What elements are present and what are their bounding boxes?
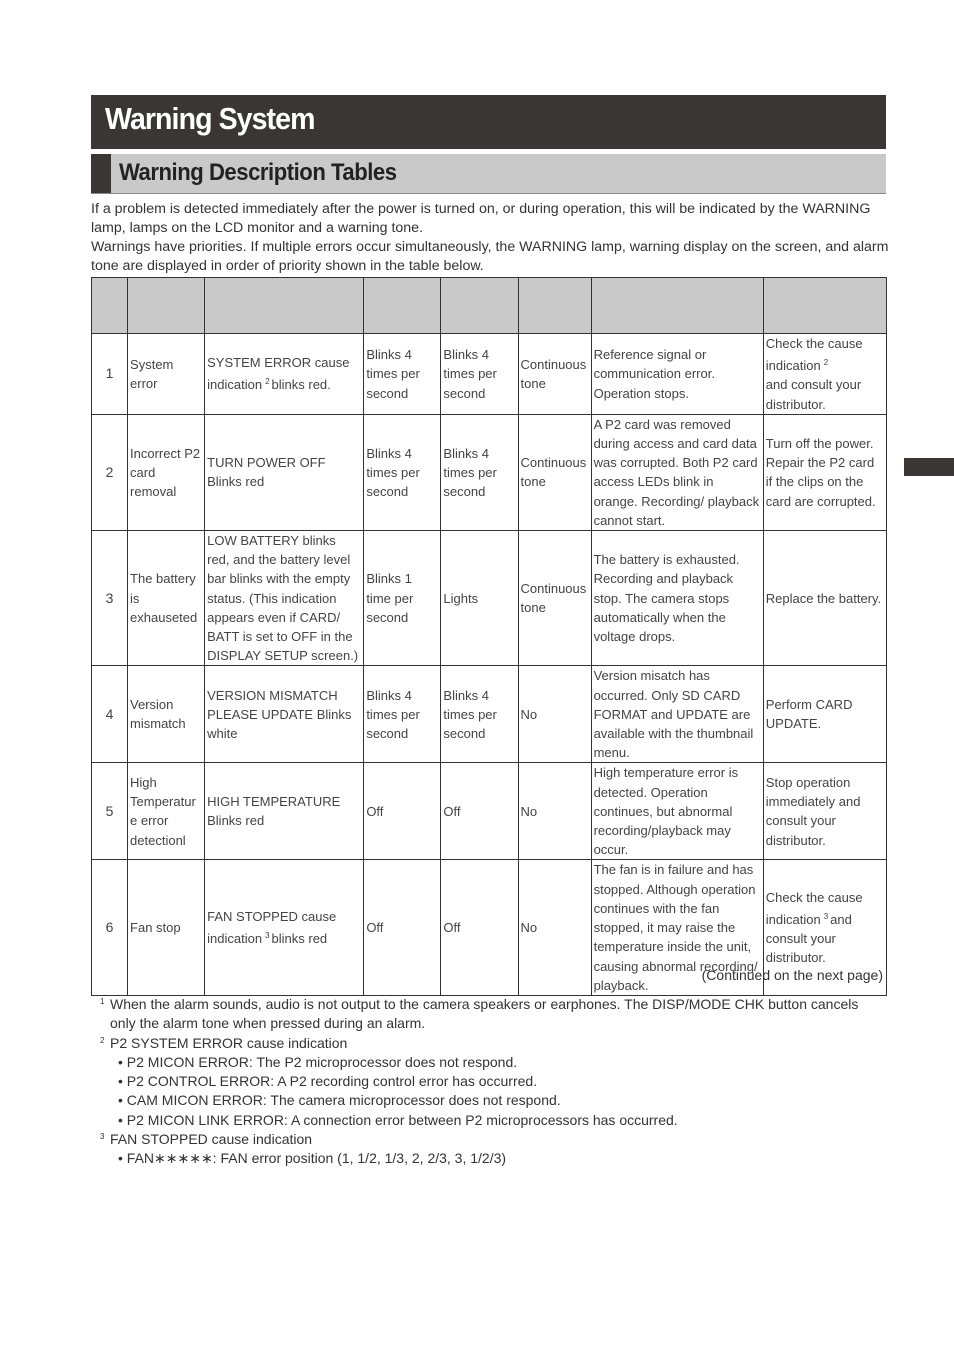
access-led-cell: Lights (441, 531, 518, 666)
display-cell: HIGH TEMPERATURE Blinks red (205, 763, 364, 860)
description-cell: High temperature error is detected. Operation continues, but abnormal recording/playback may occur. (591, 763, 763, 860)
description-cell: A P2 card was removed during access and card data was corrupted. Both P2 card access LEDs blink in orange. Recording/ playback cannot start. (591, 414, 763, 530)
table-row (92, 763, 887, 860)
action-cell: Replace the battery. (763, 531, 886, 666)
warning-lamp-cell: Blinks 4 times per second (364, 414, 441, 530)
action-text: Check the cause indication (765, 336, 863, 374)
table-row (92, 666, 887, 763)
alarm-tone-cell: No (518, 763, 591, 860)
warning-lamp-cell: Off (364, 860, 441, 995)
footnote-2 (100, 1034, 880, 1053)
priority-cell: 3 (92, 531, 128, 666)
footnote-bullet: • P2 CONTROL ERROR: A P2 recording control error has occurred. (100, 1072, 880, 1091)
intro-paragraph: Warnings have priorities. If multiple errors occur simultaneously, the WARNING lamp, warning display on the screen, and alarm tone are displayed in order of priority shown in the table below. (91, 239, 889, 274)
cause-cell: System error (128, 334, 205, 415)
table-header-row (92, 278, 887, 334)
display-text: blinks red (271, 931, 328, 947)
warning-lamp-cell: Blinks 4 times per second (364, 334, 441, 415)
alarm-tone-cell: Continuous tone (518, 531, 591, 666)
header-cell (518, 278, 591, 334)
action-cell: Turn off the power. Repair the P2 card if the clips on the card are corrupted. (763, 414, 886, 530)
footnote-text: P2 SYSTEM ERROR cause indication (110, 1034, 348, 1051)
alarm-tone-cell: Continuous tone (518, 334, 591, 415)
intro-paragraph: If a problem is detected immediately after the power is turned on, or during operation, this will be indicated by the WARNING lamp, lamps on the LCD monitor and a warning tone. (91, 201, 871, 236)
page-title: Warning System (105, 101, 315, 136)
display-cell: TURN POWER OFF Blinks red (205, 414, 364, 530)
action-cell: Stop operation immediately and consult your distributor. (763, 763, 886, 860)
display-cell (205, 860, 364, 995)
footnote-mark: 3 (100, 1132, 105, 1142)
priority-cell: 2 (92, 414, 128, 530)
priority-cell: 4 (92, 666, 128, 763)
chapter-side-tab (904, 458, 954, 476)
header-cell (364, 278, 441, 334)
header-cell (92, 278, 128, 334)
display-text: blinks red. (271, 377, 331, 393)
action-text: and consult your distributor. (765, 377, 862, 412)
footnote-ref: 2 (265, 377, 270, 387)
action-cell (763, 334, 886, 415)
footnotes (100, 995, 880, 1169)
cause-cell: Incorrect P2 card removal (128, 414, 205, 530)
cause-cell: Fan stop (128, 860, 205, 995)
footnote-mark: 2 (100, 1035, 105, 1045)
priority-cell: 6 (92, 860, 128, 995)
display-text: SYSTEM ERROR cause indication (207, 355, 350, 393)
continued-note: (Continued on the next page) (701, 967, 883, 983)
description-cell: Reference signal or communication error. Operation stops. (591, 334, 763, 415)
access-led-cell: Off (441, 763, 518, 860)
warning-table (91, 277, 887, 996)
subsection-marker (91, 154, 111, 193)
cause-cell: The battery is exhauseted (128, 531, 205, 666)
action-cell: Perform CARD UPDATE. (763, 666, 886, 763)
description-cell: The battery is exhausted. Recording and playback stop. The camera stops automatically when the voltage drops. (591, 531, 763, 666)
action-text: and consult your distributor. (765, 911, 852, 966)
header-cell (763, 278, 886, 334)
access-led-cell: Off (441, 860, 518, 995)
subsection-title-bar (91, 154, 886, 194)
alarm-tone-cell: Continuous tone (518, 414, 591, 530)
display-cell: LOW BATTERY blinks red, and the battery level bar blinks with the empty status. (This indication appears even if CARD/ BATT is set to OFF in the DISPLAY SETUP screen.) (205, 531, 364, 666)
priority-cell: 5 (92, 763, 128, 860)
footnote-3 (100, 1130, 880, 1149)
display-cell (205, 334, 364, 415)
alarm-tone-cell: No (518, 666, 591, 763)
alarm-tone-cell: No (518, 860, 591, 995)
footnote-bullet: • FAN∗∗∗∗∗: FAN error position (1, 1/2, 1/3, 2, 2/3, 3, 1/2/3) (100, 1149, 880, 1168)
footnote-text: FAN STOPPED cause indication (110, 1131, 313, 1148)
intro-text (91, 200, 891, 276)
warning-lamp-cell: Blinks 1 time per second (364, 531, 441, 666)
footnote-bullet: • P2 MICON LINK ERROR: A connection error between P2 microprocessors has occurred. (100, 1111, 880, 1130)
header-cell (441, 278, 518, 334)
subsection-title: Warning Description Tables (119, 159, 397, 186)
warning-lamp-cell: Blinks 4 times per second (364, 666, 441, 763)
cause-cell: Version mismatch (128, 666, 205, 763)
footnote-1 (100, 995, 880, 1034)
section-title-bar (91, 95, 886, 149)
access-led-cell: Blinks 4 times per second (441, 666, 518, 763)
footnote-text: When the alarm sounds, audio is not output to the camera speakers or earphones. The DISP/MODE CHK button cancels only the alarm tone when pressed during an alarm. (110, 996, 859, 1032)
header-cell (591, 278, 763, 334)
table-row (92, 334, 887, 415)
description-cell: The fan is in failure and has stopped. Although operation continues with the fan stopped, it may raise the temperature inside the unit, causing abnormal recording/ playback. (591, 860, 763, 995)
warning-lamp-cell: Off (364, 763, 441, 860)
footnote-ref: 2 (823, 358, 829, 368)
cause-cell: High Temperature error detectionl (128, 763, 205, 860)
access-led-cell: Blinks 4 times per second (441, 414, 518, 530)
display-cell: VERSION MISMATCH PLEASE UPDATE Blinks white (205, 666, 364, 763)
action-text: Check the cause indication (765, 889, 863, 927)
footnote-bullet: • CAM MICON ERROR: The camera microprocessor does not respond. (100, 1091, 880, 1110)
display-text: FAN STOPPED cause indication (207, 908, 337, 947)
header-cell (128, 278, 205, 334)
table-row (92, 531, 887, 666)
footnote-bullet: • P2 MICON ERROR: The P2 microprocessor does not respond. (100, 1053, 880, 1072)
footnote-ref: 3 (823, 911, 829, 921)
access-led-cell: Blinks 4 times per second (441, 334, 518, 415)
header-cell (205, 278, 364, 334)
description-cell: Version misatch has occurred. Only SD CARD FORMAT and UPDATE are available with the thumbnail menu. (591, 666, 763, 763)
footnote-ref: 3 (265, 931, 270, 941)
table-row (92, 414, 887, 530)
priority-cell: 1 (92, 334, 128, 415)
footnote-mark: 1 (100, 997, 105, 1006)
